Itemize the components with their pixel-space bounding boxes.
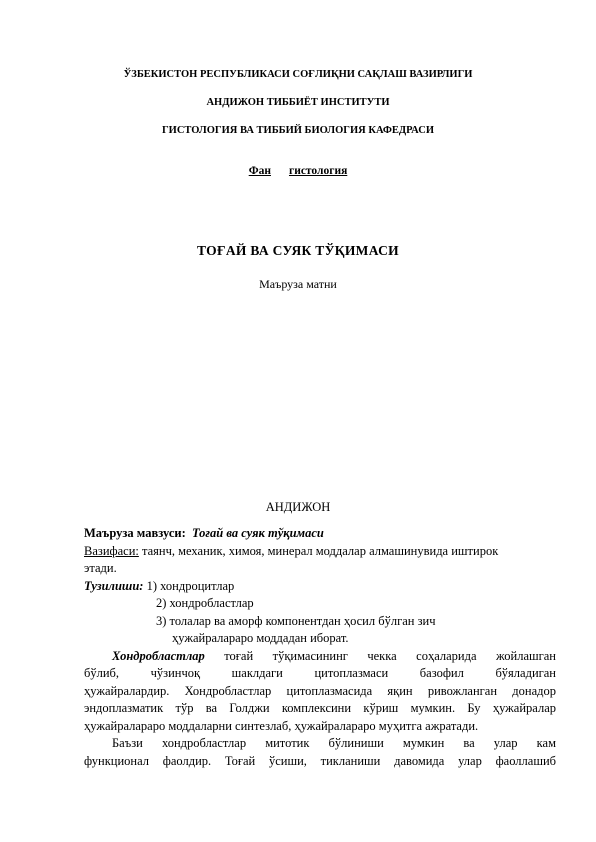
city-name: АНДИЖОН <box>265 500 331 514</box>
paragraph-2-line-2: функционал фаолдир. Тоғай ўсиши, тикланиши давомида улар фаоллашиб <box>84 753 556 768</box>
topic-label: Маъруза мавзуси: <box>84 526 186 540</box>
structure-item-1: 1) хондроцитлар <box>146 578 235 593</box>
document-subtitle: Маъруза матни <box>259 277 337 291</box>
paragraph-line: бўлиб, чўзинчоқ шаклдаги цитоплазмаси базофил бўяладиган <box>84 666 556 680</box>
function-line <box>84 543 556 561</box>
structure-item-3: 3) толалар ва аморф компонентдан ҳосил бўлган зич <box>156 613 436 628</box>
subject-label: Фан <box>248 165 271 177</box>
subject-value: гистология <box>288 165 348 177</box>
lecture-body <box>84 525 556 770</box>
paragraph-1-term: Хондробластлар <box>112 648 205 663</box>
paragraph-line: ҳужайралараро моддаларни синтезлаб, ҳужайралараро муҳитга ажратади. <box>84 718 479 733</box>
department-heading: ГИСТОЛОГИЯ ВА ТИББИЙ БИОЛОГИЯ КАФЕДРАСИ <box>161 125 434 136</box>
function-line-2: этади. <box>84 561 117 575</box>
structure-line <box>84 578 556 596</box>
paragraph-2-line-1: Баъзи хондробластлар митотик бўлиниши мумкин ва улар кам <box>112 736 556 750</box>
structure-item-2: 2) хондробластлар <box>156 596 254 610</box>
paragraph-line: эндоплазматик тўр ва Голджи комплексини кўриш мумкин. Бу ҳужайралар <box>84 701 556 715</box>
function-label: Вазифаси: <box>84 543 139 558</box>
ministry-heading: ЎЗБЕКИСТОН РЕСПУБЛИКАСИ СОҒЛИҚНИ САҚЛАШ ВАЗИРЛИГИ <box>123 69 473 80</box>
document-title: ТОҒАЙ ВА СУЯК ТЎҚИМАСИ <box>197 243 399 258</box>
structure-item-3-cont: ҳужайралараро моддадан иборат. <box>172 631 349 645</box>
paragraph-line: ҳужайралардир. Хондробластлар цитоплазмасида яқин ривожланган донадор <box>84 683 556 698</box>
paragraph-1-line-1 <box>84 648 556 666</box>
subject-line <box>0 165 596 177</box>
institute-heading: АНДИЖОН ТИББИЁТ ИНСТИТУТИ <box>206 97 390 108</box>
structure-label: Тузилиши: <box>84 578 144 593</box>
function-text: таянч, механик, химоя, минерал моддалар алмашинувида иштирок <box>138 543 499 558</box>
topic-value: Тоғай ва суяк тўқимаси <box>192 526 324 540</box>
topic-line <box>84 525 556 543</box>
paragraph-1-text: тоғай тўқимасининг чекка соҳаларида жойлашган <box>204 648 556 663</box>
